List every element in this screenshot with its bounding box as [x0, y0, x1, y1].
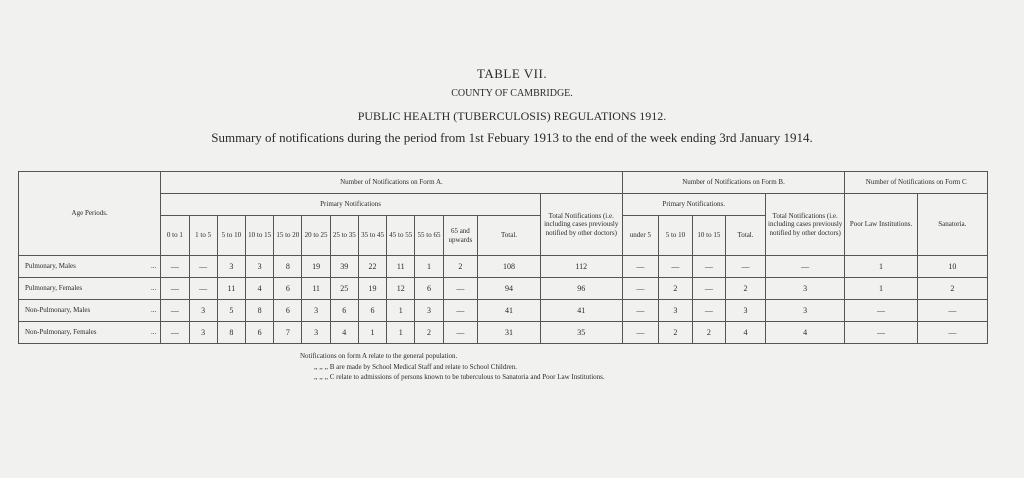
form-a-cell: — [161, 322, 189, 344]
form-a-cell: 6 [330, 300, 358, 322]
form-b-cell: 3 [659, 300, 692, 322]
age-col-header: 35 to 45 [358, 216, 386, 256]
age-col-header: 1 to 5 [189, 216, 217, 256]
form-a-cell: 1 [387, 300, 415, 322]
form-a-total-cell: 31 [478, 322, 541, 344]
form-b-cell: — [659, 256, 692, 278]
age-col-header: 20 to 25 [302, 216, 330, 256]
table-title: TABLE VII. [476, 66, 548, 81]
form-a-cell: 4 [245, 278, 273, 300]
leader-dots: ... [151, 284, 157, 293]
form-a-cell: 8 [274, 256, 302, 278]
form-a-cell: — [189, 256, 217, 278]
form-a-cell: — [443, 278, 478, 300]
table-row [19, 322, 988, 344]
poor-law-cell: — [845, 300, 917, 322]
form-b-cell: — [622, 256, 659, 278]
form-a-cell: 3 [302, 300, 330, 322]
form-a-cell: — [443, 300, 478, 322]
age-periods-header: Age Periods. [19, 172, 161, 256]
form-a-all-cell: 41 [540, 300, 622, 322]
form-b-cell: — [622, 278, 659, 300]
poor-law-cell: 1 [845, 256, 917, 278]
form-b-cell: 2 [692, 322, 725, 344]
form-a-cell: 25 [330, 278, 358, 300]
form-b-cell: — [692, 300, 725, 322]
age-col-header: 55 to 65 [415, 216, 443, 256]
form-a-all-cell: 35 [540, 322, 622, 344]
age-col-header-b: 10 to 15 [692, 216, 725, 256]
sanatoria-cell: — [917, 300, 987, 322]
form-a-cell: 3 [189, 322, 217, 344]
form-b-header: Number of Notifications on Form B. [622, 172, 845, 194]
form-a-all-cell: 112 [540, 256, 622, 278]
form-a-cell: 3 [302, 322, 330, 344]
row-label-text: Non-Pulmonary, Males [25, 306, 91, 315]
form-a-cell: 3 [245, 256, 273, 278]
row-label [19, 278, 161, 300]
table-row [19, 256, 988, 278]
primary-a-header: Primary Notifications [161, 194, 541, 216]
row-label-text: Pulmonary, Females [25, 284, 83, 293]
footnote: ,, ,, ,, B are made by School Medical Staff and relate to School Children. [314, 362, 518, 371]
form-a-cell: 7 [274, 322, 302, 344]
row-label-text: Non-Pulmonary, Females [25, 328, 97, 337]
form-a-cell: 1 [358, 322, 386, 344]
regulations-heading: PUBLIC HEALTH (TUBERCULOSIS) REGULATIONS 1912. [357, 109, 667, 123]
form-a-cell: 39 [330, 256, 358, 278]
form-a-cell: 8 [245, 300, 273, 322]
sanatoria-header: Sanatoria. [917, 194, 987, 256]
form-a-total-cell: 41 [478, 300, 541, 322]
age-col-header: 45 to 55 [387, 216, 415, 256]
leader-dots: ... [151, 262, 157, 271]
form-b-all-cell: 3 [765, 278, 845, 300]
form-b-total-cell: 2 [726, 278, 766, 300]
age-col-header-b: under 5 [622, 216, 659, 256]
table-row [19, 300, 988, 322]
form-b-all-cell: — [765, 256, 845, 278]
form-a-all-cell: 96 [540, 278, 622, 300]
form-a-cell: 11 [387, 256, 415, 278]
form-b-all-cell: 3 [765, 300, 845, 322]
form-a-cell: 5 [217, 300, 245, 322]
form-a-cell: 6 [274, 278, 302, 300]
form-a-cell: 6 [274, 300, 302, 322]
form-c-header: Number of Notifications on Form C [845, 172, 988, 194]
form-b-cell: 2 [659, 278, 692, 300]
row-label [19, 300, 161, 322]
poor-law-header: Poor Law Institutions. [845, 194, 917, 256]
form-b-cell: — [622, 300, 659, 322]
form-a-cell: 22 [358, 256, 386, 278]
footnote: ,, ,, ,, C relate to admissions of persons known to be tuberculous to Sanatoria and Poor Law Institutions. [314, 373, 605, 381]
form-a-cell: 12 [387, 278, 415, 300]
form-a-cell: 4 [330, 322, 358, 344]
form-a-cell: 2 [415, 322, 443, 344]
form-a-cell: 6 [415, 278, 443, 300]
row-label [19, 322, 161, 344]
total-b-header: Total Notifications (i.e. including cases previously notified by other doctors) [765, 194, 845, 256]
form-a-cell: 8 [217, 322, 245, 344]
sanatoria-cell: 2 [917, 278, 987, 300]
form-a-cell: — [189, 278, 217, 300]
row-label-text: Pulmonary, Males [25, 262, 76, 271]
form-a-header: Number of Notifications on Form A. [161, 172, 622, 194]
age-col-header-b: 5 to 10 [659, 216, 692, 256]
form-b-cell: — [622, 322, 659, 344]
poor-law-cell: — [845, 322, 917, 344]
form-a-cell: 11 [217, 278, 245, 300]
sanatoria-cell: — [917, 322, 987, 344]
form-a-cell: 1 [387, 322, 415, 344]
form-a-cell: 19 [302, 256, 330, 278]
form-a-total-cell: 94 [478, 278, 541, 300]
form-b-total-cell: — [726, 256, 766, 278]
age-col-header: 10 to 15 [245, 216, 273, 256]
form-a-cell: — [161, 256, 189, 278]
primary-b-header: Primary Notifications. [622, 194, 765, 216]
total-col-header-b: Total. [726, 216, 766, 256]
form-b-cell: 2 [659, 322, 692, 344]
age-col-header: 0 to 1 [161, 216, 189, 256]
age-col-header: 65 and upwards [443, 216, 478, 256]
form-b-cell: — [692, 256, 725, 278]
form-a-cell: 2 [443, 256, 478, 278]
form-a-total-cell: 108 [478, 256, 541, 278]
form-a-cell: 11 [302, 278, 330, 300]
footnote: Notifications on form A relate to the general population. [300, 352, 458, 360]
leader-dots: ... [151, 328, 157, 337]
form-a-cell: 3 [415, 300, 443, 322]
county-heading: COUNTY OF CAMBRIDGE. [451, 88, 573, 99]
form-b-total-cell: 4 [726, 322, 766, 344]
summary-heading: Summary of notifications during the period from 1st Febuary 1913 to the end of the week ending 3rd January 1914. [211, 130, 813, 145]
form-a-cell: — [161, 278, 189, 300]
age-col-header: 5 to 10 [217, 216, 245, 256]
sanatoria-cell: 10 [917, 256, 987, 278]
footnotes [300, 351, 605, 383]
form-a-cell: 3 [189, 300, 217, 322]
poor-law-cell: 1 [845, 278, 917, 300]
form-a-cell: 6 [245, 322, 273, 344]
total-col-header: Total. [478, 216, 541, 256]
form-a-cell: 19 [358, 278, 386, 300]
form-b-all-cell: 4 [765, 322, 845, 344]
form-b-total-cell: 3 [726, 300, 766, 322]
total-a-header: Total Notifications (i.e. including cases previously notified by other doctors) [540, 194, 622, 256]
form-b-cell: — [692, 278, 725, 300]
table-row [19, 278, 988, 300]
age-col-header: 15 to 20 [274, 216, 302, 256]
form-a-cell: 3 [217, 256, 245, 278]
leader-dots: ... [151, 306, 157, 315]
form-a-cell: 6 [358, 300, 386, 322]
form-a-cell: — [161, 300, 189, 322]
age-col-header: 25 to 35 [330, 216, 358, 256]
form-a-cell: — [443, 322, 478, 344]
row-label [19, 256, 161, 278]
notifications-table [18, 171, 988, 344]
form-a-cell: 1 [415, 256, 443, 278]
